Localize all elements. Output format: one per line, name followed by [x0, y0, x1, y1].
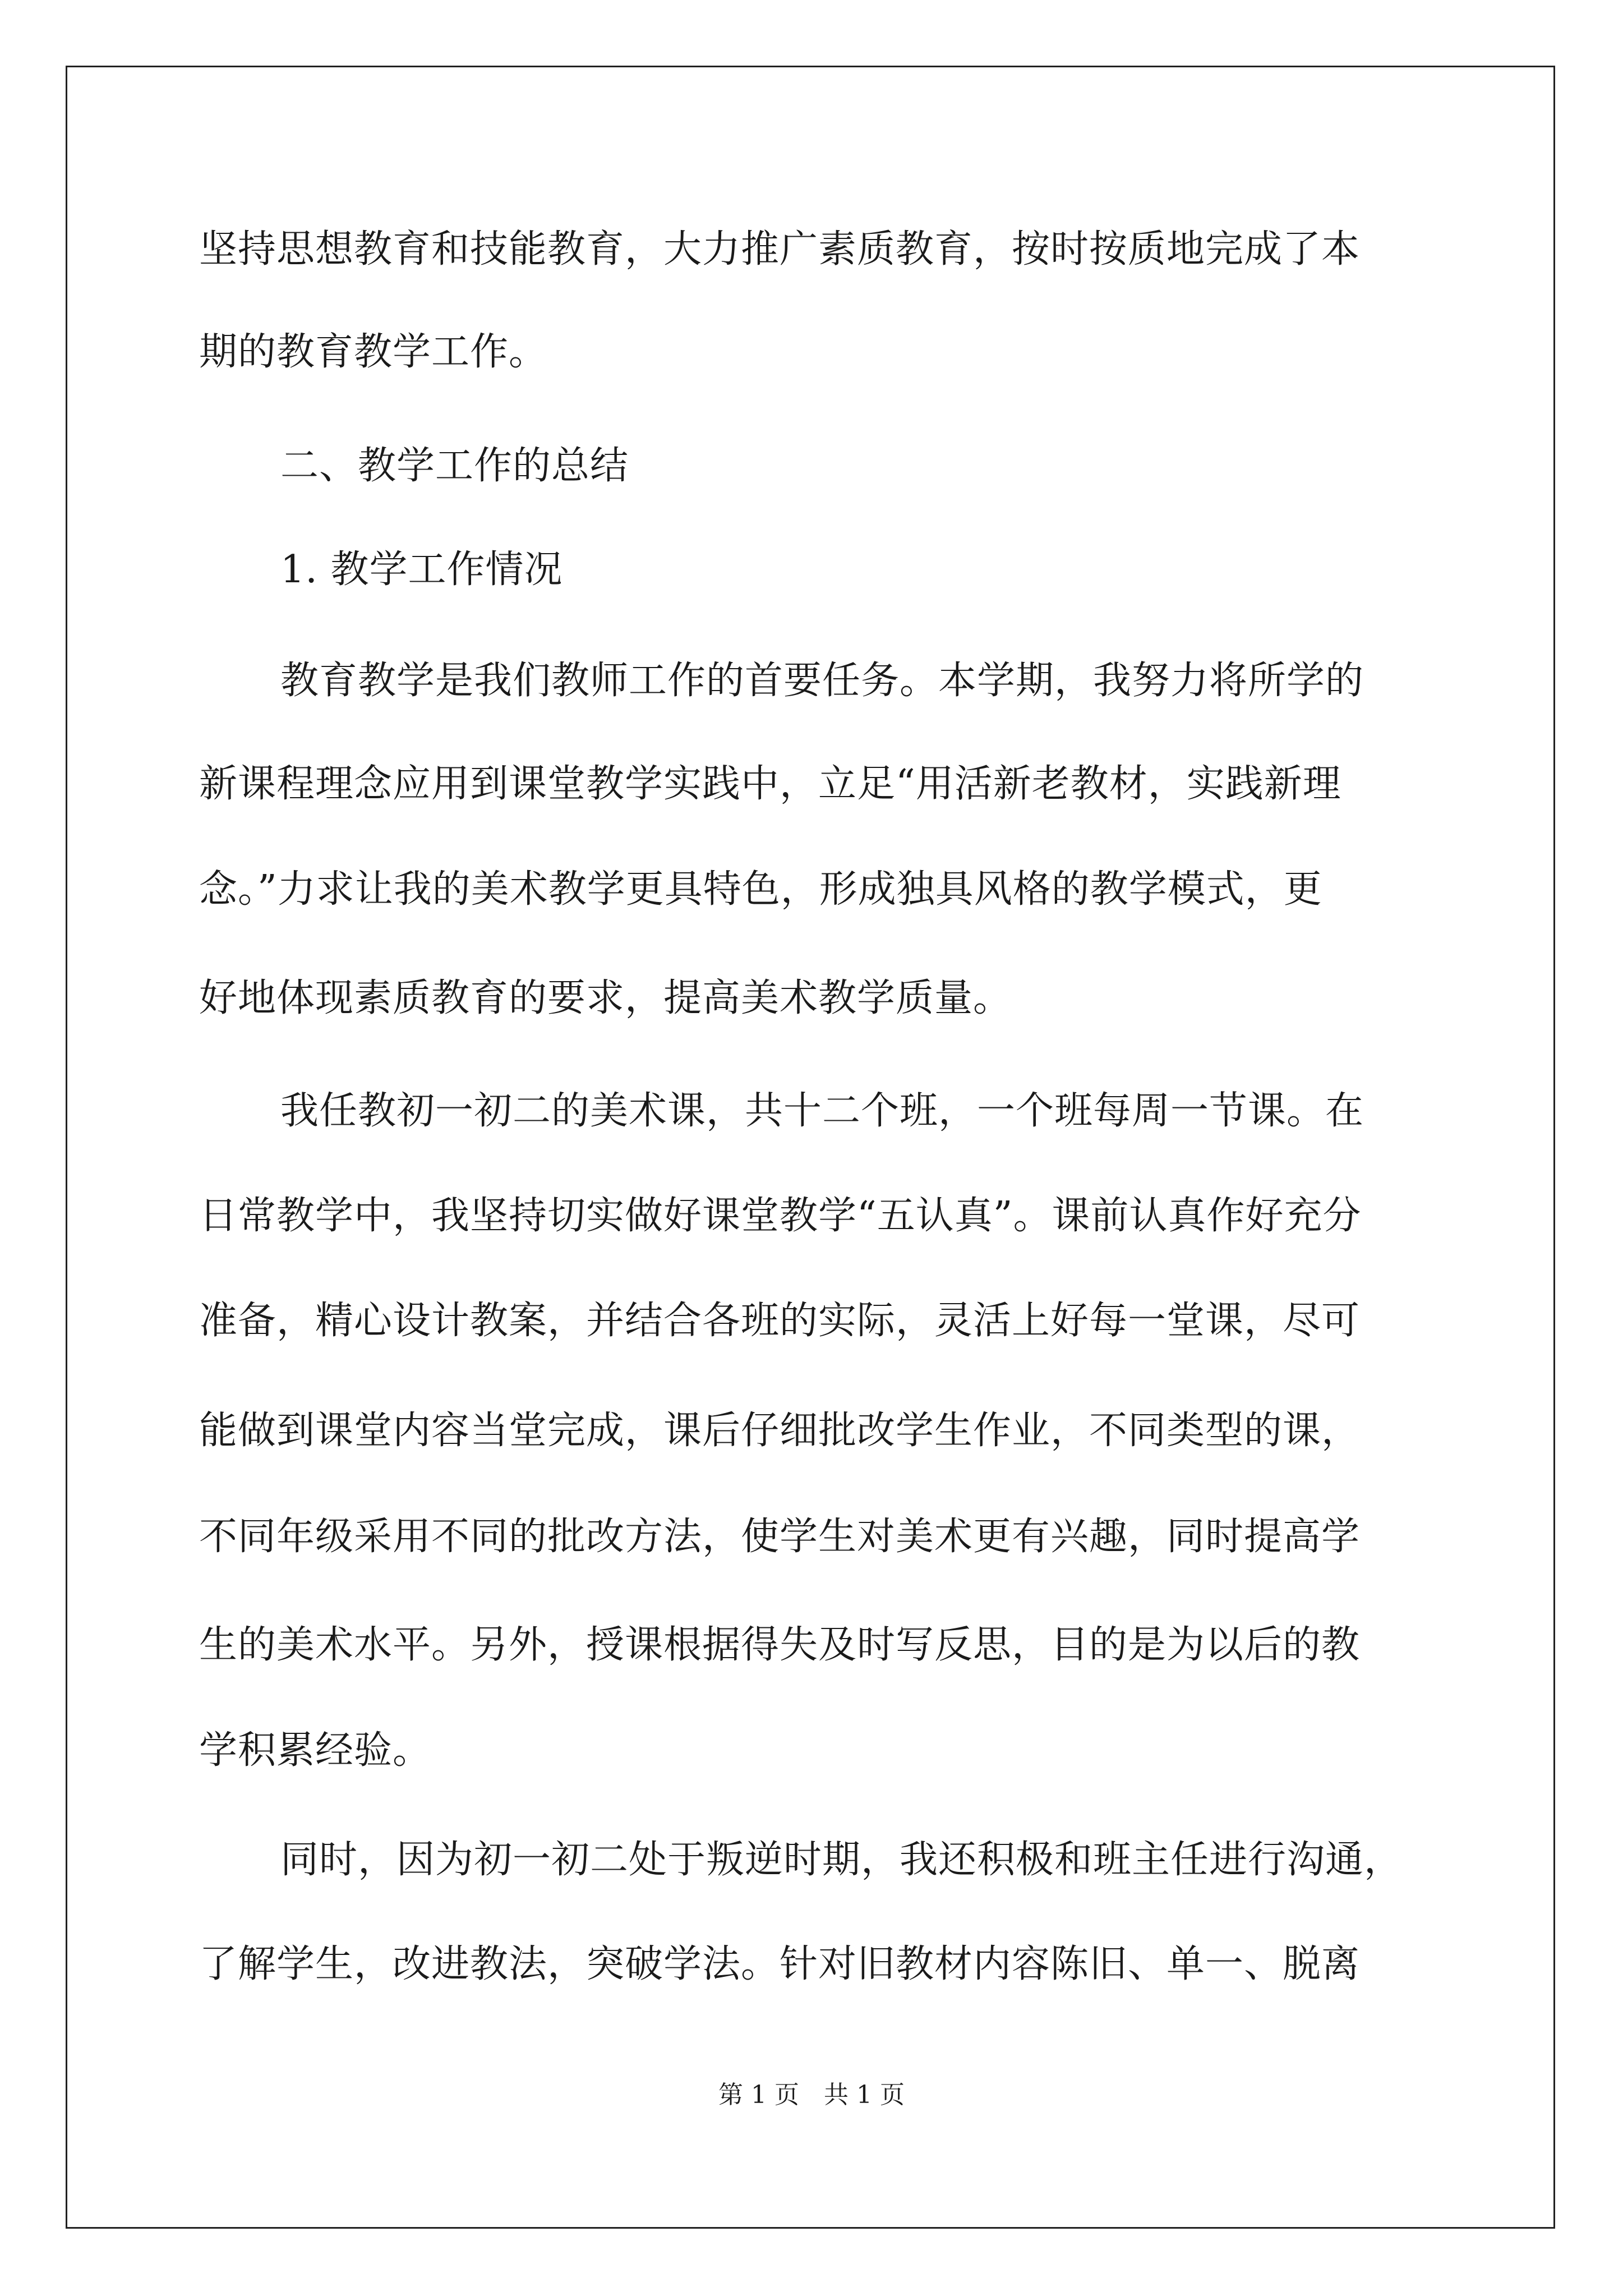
paragraph-line: 能做到课堂内容当堂完成，课后仔细批改学生作业，不同类型的课， [199, 1409, 1361, 1453]
paragraph-line: 同时，因为初一初二处于叛逆时期，我还积极和班主任进行沟通， [280, 1838, 1403, 1882]
page-number-footer: 第 1 页 共 1 页 [718, 2081, 905, 2109]
subsection-heading: 1. 教学工作情况 [280, 547, 563, 592]
paragraph-line: 新课程理念应用到课堂教学实践中，立足“用活新老教材，实践新理 [199, 762, 1341, 806]
paragraph-line: 学积累经验。 [199, 1728, 432, 1773]
paragraph-line: 生的美术水平。另外，授课根据得失及时写反思，目的是为以后的教 [199, 1623, 1361, 1667]
paragraph-line: 教育教学是我们教师工作的首要任务。本学期，我努力将所学的 [280, 659, 1364, 703]
paragraph-line: 我任教初一初二的美术课，共十二个班，一个班每周一节课。在 [280, 1089, 1364, 1133]
paragraph-line: 念。”力求让我的美术教学更具特色，形成独具风格的教学模式，更 [199, 867, 1322, 912]
paragraph-line: 日常教学中，我坚持切实做好课堂教学“五认真”。课前认真作好充分 [199, 1194, 1362, 1238]
paragraph-line: 坚持思想教育和技能教育，大力推广素质教育，按时按质地完成了本 [199, 227, 1361, 272]
paragraph-line: 准备，精心设计教案，并结合各班的实际，灵活上好每一堂课，尽可 [199, 1299, 1361, 1343]
paragraph-line: 了解学生，改进教法，突破学法。针对旧教材内容陈旧、单一、脱离 [199, 1942, 1361, 1986]
section-heading: 二、教学工作的总结 [280, 444, 629, 488]
paragraph-line: 好地体现素质教育的要求，提高美术教学质量。 [199, 976, 1012, 1020]
paragraph-line: 期的教育教学工作。 [199, 330, 548, 374]
page-border [66, 66, 1555, 2229]
paragraph-line: 不同年级采用不同的批改方法，使学生对美术更有兴趣，同时提高学 [199, 1515, 1361, 1559]
